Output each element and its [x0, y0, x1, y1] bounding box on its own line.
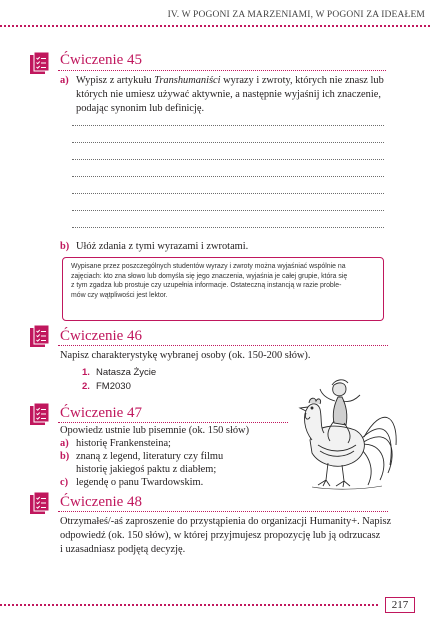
item-number: 1.	[82, 367, 90, 378]
exercise-46-item	[82, 366, 156, 380]
running-header: IV. W POGONI ZA MARZENIAMI, W POGONI ZA IDEAŁEM	[167, 10, 425, 20]
exercise-45-b	[60, 240, 248, 254]
item-text: legendę o panu Twardowskim.	[76, 477, 204, 488]
exercise-48-line: i uzasadniasz podjętą decyzję.	[60, 544, 186, 555]
note-line: zajęciach: kto zna słowo lub domyśla się jego znaczenia, wyjaśnia je całej grupie, która się	[71, 272, 348, 280]
note-line: Wypisane przez poszczególnych studentów wyrazy i zwroty można wyjaśniać wspólnie na	[71, 263, 346, 270]
exercise-48-line: odpowiedź (ok. 150 słów), w której przyjmujesz propozycję lub ją odrzucasz	[60, 530, 381, 541]
item-text: Natasza Życie	[96, 367, 157, 378]
exercise-47-rule	[58, 422, 288, 423]
answer-line[interactable]	[72, 227, 384, 228]
exercise-45-rule	[58, 70, 386, 71]
answer-line[interactable]	[72, 142, 384, 143]
header-divider	[0, 25, 430, 27]
answer-line[interactable]	[72, 176, 384, 177]
footer-divider	[0, 604, 378, 606]
exercise-46-instruction: Napisz charakterystykę wybranej osoby (ok. 150-200 słów).	[60, 350, 311, 361]
exercise-48-line: Otrzymałeś/-aś zaproszenie do przystąpienia do organizacji Humanity+. Napisz	[60, 516, 392, 527]
rooster-rider-illustration	[290, 345, 400, 490]
checklist-pencil-icon	[30, 52, 50, 74]
exercise-48-rule	[58, 511, 388, 512]
exercise-47-instruction: Opowiedz ustnie lub pisemnie (ok. 150 słów)	[60, 425, 250, 436]
item-label: a)	[60, 438, 69, 449]
exercise-47-item	[60, 437, 171, 451]
answer-line[interactable]	[72, 159, 384, 160]
answer-line[interactable]	[72, 193, 384, 194]
item-number: 2.	[82, 381, 90, 392]
exercise-45-a-line2: których nie umiesz używać aktywnie, a następnie wyjaśnij ich znaczenie,	[76, 89, 381, 100]
page-number: 217	[385, 597, 415, 613]
checklist-pencil-icon	[30, 492, 50, 514]
exercise-47-title: Ćwiczenie 47	[60, 405, 143, 421]
teacher-note-box	[62, 257, 384, 321]
item-text: znaną z legend, literatury czy filmu	[76, 451, 224, 462]
answer-line[interactable]	[72, 125, 384, 126]
exercise-45-title: Ćwiczenie 45	[60, 52, 143, 68]
exercise-47-item	[60, 450, 223, 464]
answer-line[interactable]	[72, 210, 384, 211]
item-text: FM2030	[96, 381, 131, 392]
instruction: Ułóż zdania z tymi wyrazami i zwrotami.	[76, 241, 249, 252]
instruction-part: wyrazy i zwroty, których nie znasz lub	[220, 75, 384, 86]
exercise-48-title: Ćwiczenie 48	[60, 494, 143, 510]
instruction-part: Wypisz z artykułu	[76, 75, 155, 86]
exercise-46-item	[82, 380, 131, 394]
article-title: Transhumaniści	[154, 75, 221, 86]
exercise-45-a	[60, 74, 390, 88]
item-label: a)	[60, 75, 69, 86]
exercise-47-item	[60, 476, 203, 490]
note-line: z tym zgadza lub prostuje czy uzupełnia informacje. Ostateczną instancją w razie proble-	[71, 282, 342, 290]
item-label: b)	[60, 241, 70, 252]
item-text: historię Frankensteina;	[76, 438, 171, 449]
item-label: c)	[60, 477, 69, 488]
note-line: mów czy wątpliwości jest lektor.	[71, 291, 168, 299]
checklist-pencil-icon	[30, 325, 50, 347]
item-text: historię jakiegoś paktu z diabłem;	[76, 464, 217, 475]
exercise-47-item	[60, 463, 216, 477]
exercise-45-a-line3: podając synonim lub definicję.	[76, 103, 205, 114]
item-label: b)	[60, 451, 70, 462]
checklist-pencil-icon	[30, 403, 50, 425]
exercise-46-title: Ćwiczenie 46	[60, 328, 143, 344]
